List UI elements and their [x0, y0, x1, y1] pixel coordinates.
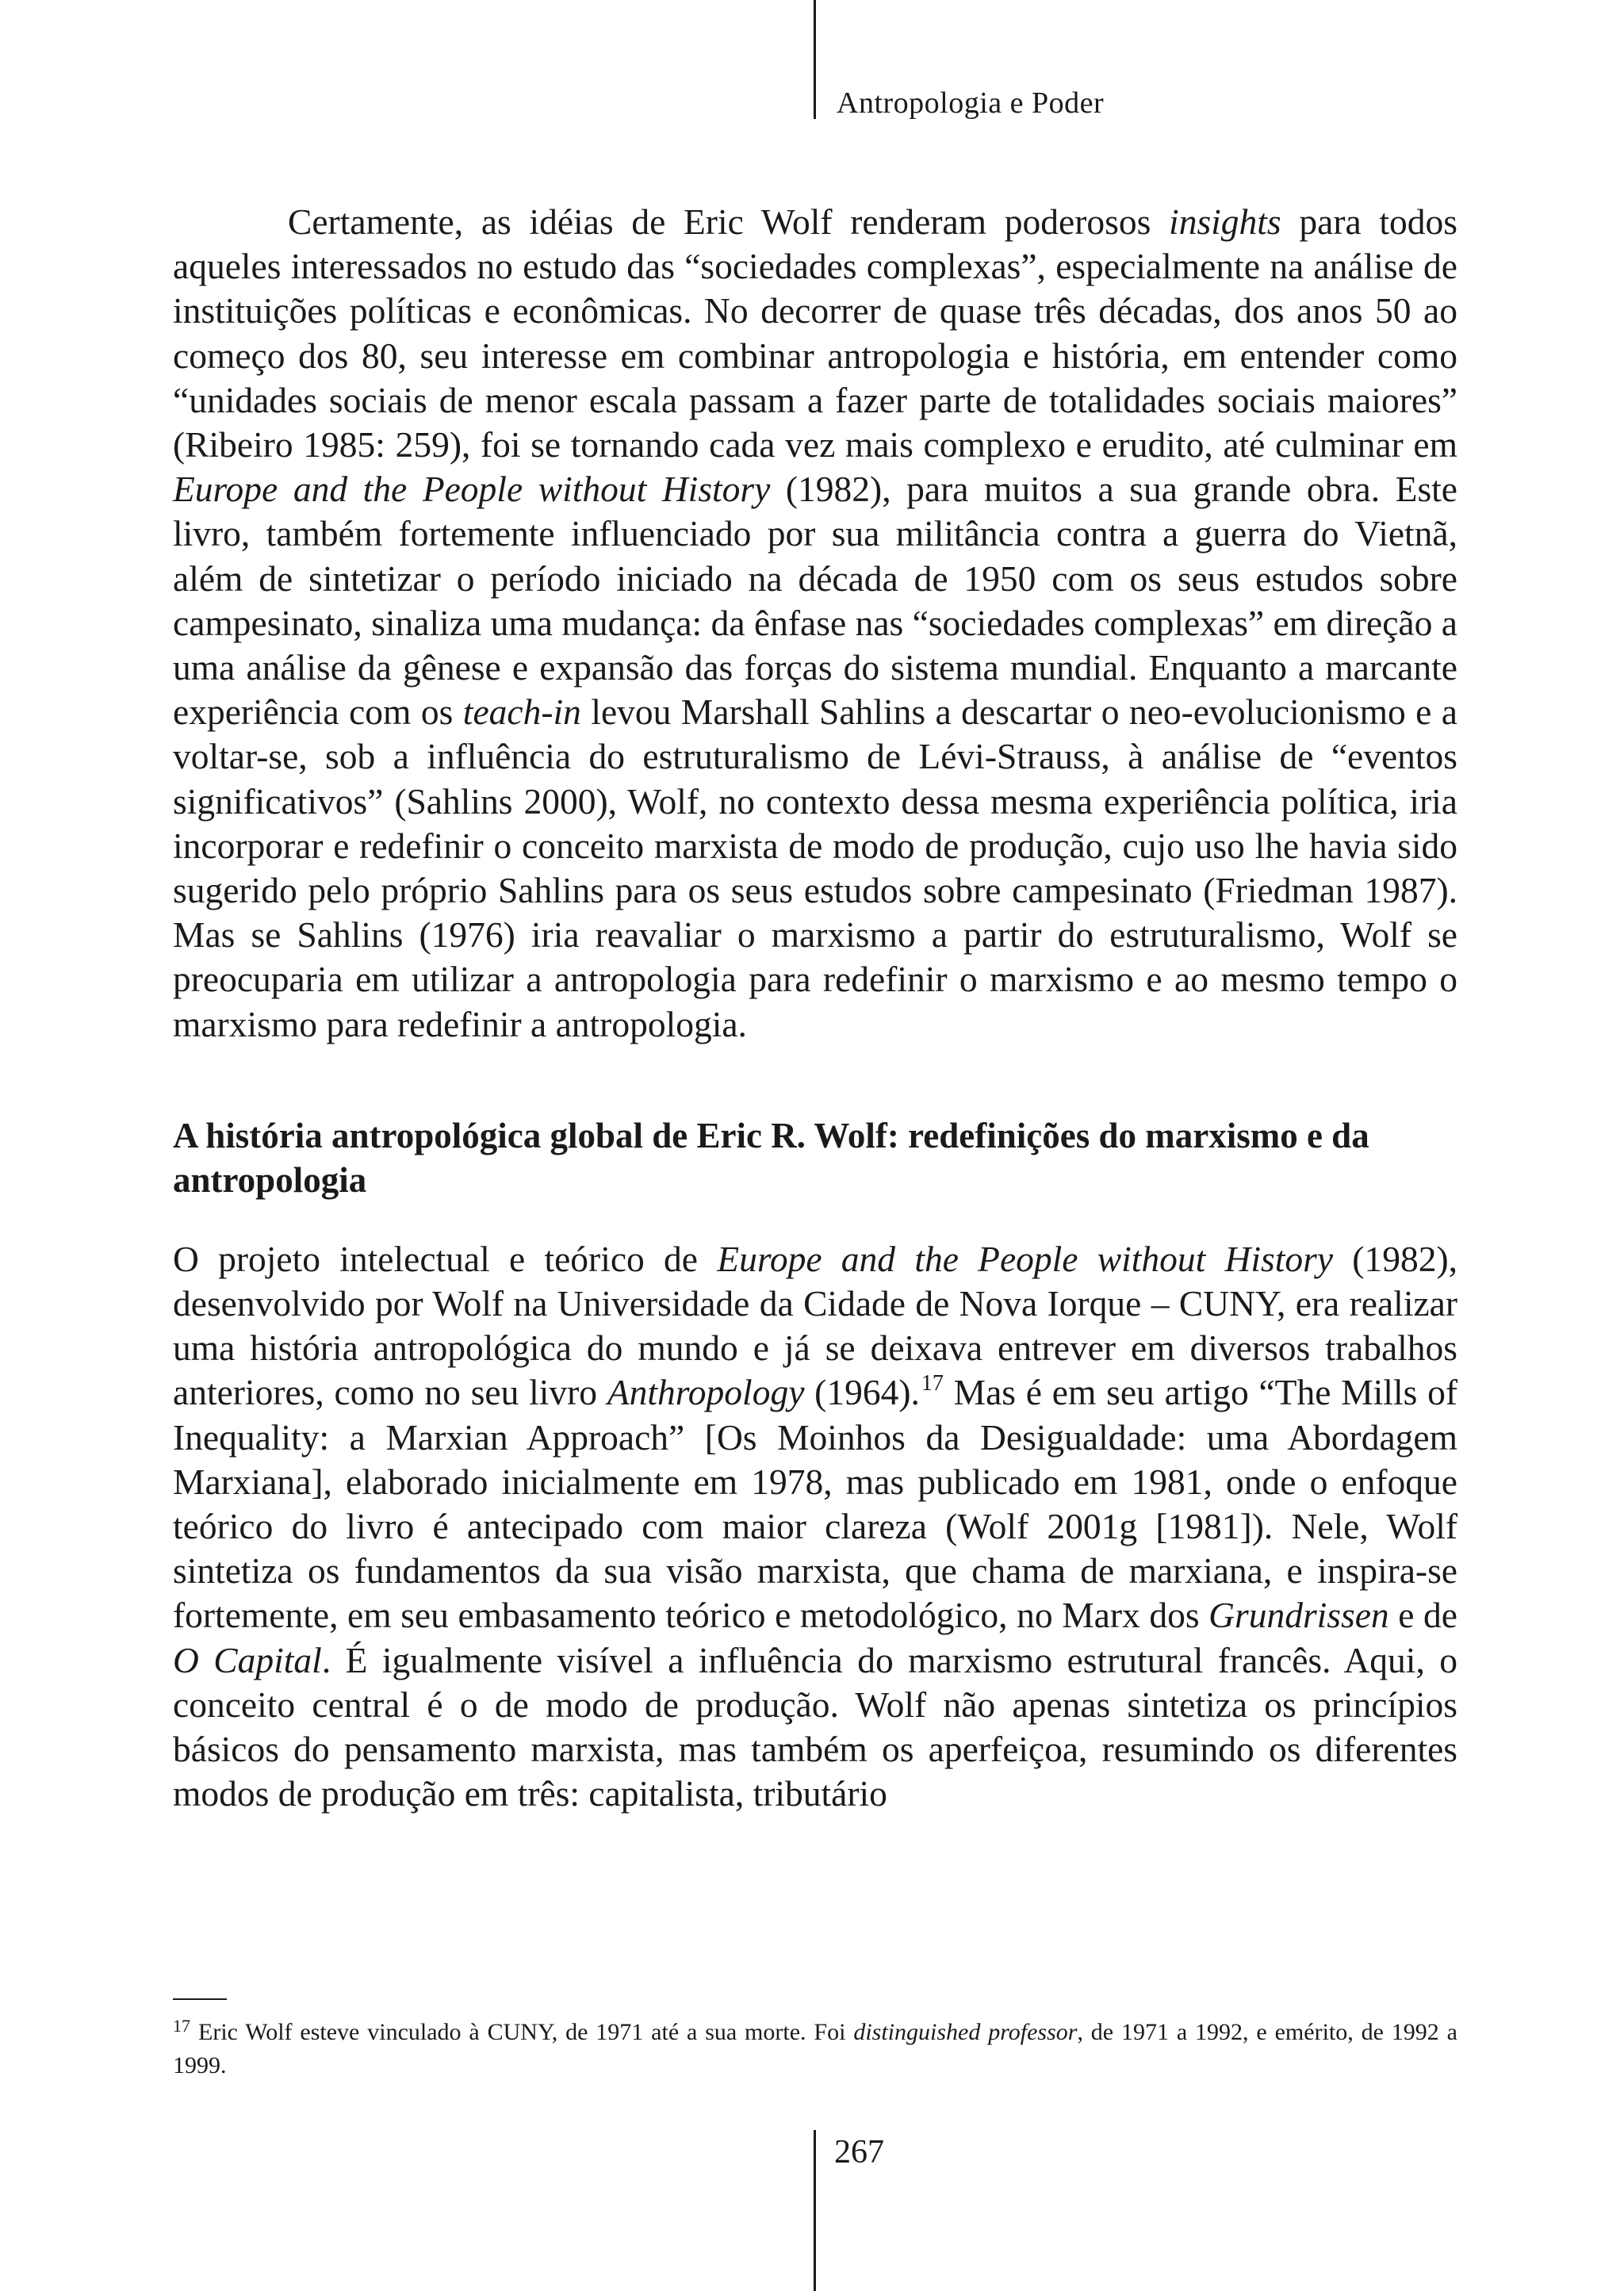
- section-heading: A história antropológica global de Eric R. Wolf: redefinições do marxismo e da antropologia: [173, 1115, 1369, 1200]
- footer-rule: [814, 2130, 816, 2291]
- italic-term: teach-in: [462, 692, 581, 733]
- text-span: (1964).: [804, 1372, 920, 1413]
- text-span: . É igualmente visível a influência do marxismo estrutural francês. Aqui, o conceito central é o de modo de produção. Wolf não apenas sintetiza os princípios básicos do pensamento marxista, mas também os aperfeiçoa, resumindo os diferentes modos de produção em três: capitalista, tributário: [173, 1639, 1458, 1814]
- paragraph-1: [173, 200, 1457, 1047]
- text-span: e de: [1388, 1595, 1457, 1636]
- text-span: para todos aqueles interessados no estudo das “sociedades complexas”, especialmente na análise de instituições políticas e econômicas. No decorrer de quase três décadas, dos anos 50 ao começo dos 80, seu interesse em combinar antropologia e história, em entender como “unidades sociais de menor escala passam a fazer parte de totalidades sociais maiores” (Ribeiro 1985: 259), foi se tornando cada vez mais complexo e erudito, até culminar em: [173, 201, 1458, 465]
- text-span: , de 1971 a 1992, e emérito, de 1992 a 1999.: [173, 2019, 1457, 2078]
- paragraph-2: [173, 1237, 1457, 1817]
- page-number: 267: [834, 2134, 884, 2170]
- italic-term: insights: [1169, 201, 1281, 242]
- footnote-divider: [173, 1998, 227, 2000]
- text-span: Eric Wolf esteve vinculado à CUNY, de 1971 até a sua morte. Foi: [198, 2019, 854, 2045]
- main-text: [173, 200, 1457, 1817]
- text-span: Certamente, as idéias de Eric Wolf renderam poderosos: [288, 201, 1170, 242]
- italic-title: Europe and the People without History: [717, 1238, 1334, 1279]
- text-span: (1982), para muitos a sua grande obra. Este livro, também fortemente influenciado por sua militância contra a guerra do Vietnã, além de sintetizar o período iniciado na década de 1950 com os seus estudos sobre campesinato, sinaliza uma mudança: da ênfase nas “sociedades complexas” em direção a uma análise da gênese e expansão das forças do sistema mundial. Enquanto a marcante experiência com os: [173, 469, 1457, 733]
- italic-title: O Capital: [173, 1639, 322, 1680]
- footnote-number: 17: [173, 2016, 190, 2036]
- text-span: O projeto intelectual e teórico de: [173, 1238, 718, 1279]
- running-title: Antropologia e Poder: [837, 86, 1105, 120]
- italic-title: Europe and the People without History: [173, 469, 771, 510]
- footnote-reference[interactable]: 17: [921, 1371, 944, 1396]
- italic-term: distinguished professor: [853, 2019, 1078, 2045]
- text-span: (1982), desenvolvido por Wolf na Universidade da Cidade de Nova Iorque – CUNY, era realizar uma história antropológica do mundo e já se deixava entrever em diversos trabalhos anteriores, como no seu livro: [173, 1238, 1457, 1413]
- text-span: Mas é em seu artigo “The Mills of Inequality: a Marxian Approach” [Os Moinhos da Desigualdade: uma Abordagem Marxiana], elaborado inicialmente em 1978, mas publicado em 1981, onde o enfoque teórico do livro é antecipado com maior clareza (Wolf 2001g [1981]). Nele, Wolf sintetiza os fundamentos da sua visão marxista, que chama de marxiana, e inspira-se fortemente, em seu embasamento teórico e metodológico, no Marx dos: [173, 1372, 1457, 1636]
- italic-title: Grundrissen: [1208, 1595, 1389, 1636]
- italic-title: Anthropology: [607, 1372, 805, 1413]
- text-span: levou Marshall Sahlins a descartar o neo-evolucionismo e a voltar-se, sob a influência do estruturalismo de Lévi-Strauss, à análise de “eventos significativos” (Sahlins 2000), Wolf, no contexto dessa mesma experiência política, iria incorporar e redefinir o conceito marxista de modo de produção, cujo uso lhe havia sido sugerido pelo próprio Sahlins para os seus estudos sobre campesinato (Friedman 1987). Mas se Sahlins (1976) iria reavaliar o marxismo a partir do estruturalismo, Wolf se preocuparia em utilizar a antropologia para redefinir o marxismo e ao mesmo tempo o marxismo para redefinir a antropologia.: [173, 692, 1457, 1044]
- header-rule: [814, 0, 816, 119]
- footnote: [173, 2016, 1457, 2082]
